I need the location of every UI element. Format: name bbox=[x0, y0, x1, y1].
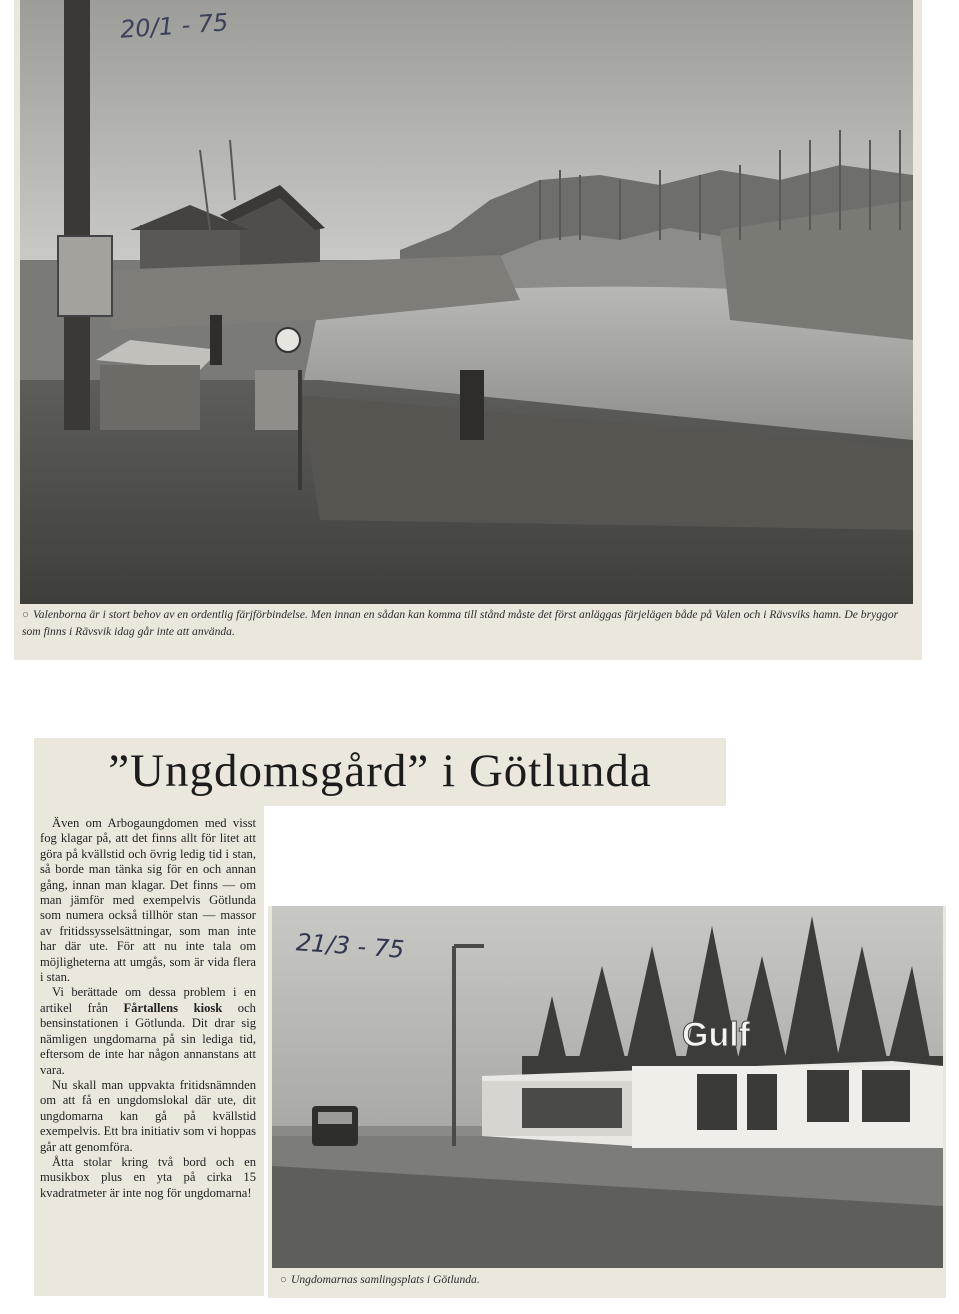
article-paragraph bbox=[40, 1078, 256, 1155]
article-body bbox=[40, 816, 256, 1201]
handwritten-date-top: 20/1 - 75 bbox=[119, 8, 230, 44]
headline-strip bbox=[34, 738, 726, 806]
paragraph-text: Vi berättade om dessa problem i en artikel från bbox=[40, 985, 256, 1015]
paragraph-text: Även om Arbogaungdomen med visst fog klagar på, att det finns allt för litet att göra på kvällstid och övrig ledig tid i stan, så borde man tänka sig för en och annan gång, innan man klagar. Det finns — om man jämför med exempelvis Götlunda som numera också tillhör stan — massor av fritidssysselsättningar, som man inte har där ute. För att nu inte tala om möjligheterna att umgås, som är vida flera i stan. bbox=[40, 816, 256, 985]
ferry-landing-photo bbox=[20, 0, 913, 604]
article-headline: ”Ungdomsgård” i Götlunda bbox=[108, 745, 652, 797]
paragraph-text: och bensinstationen i Götlunda. Dit drar sig nämligen ungdomarna på sin lediga tid, eftersom de inte har någon annanstans att vara. bbox=[40, 1000, 256, 1077]
caption-bullet: ○ bbox=[22, 608, 30, 621]
handwritten-date-bottom: 21/3 - 75 bbox=[295, 928, 406, 964]
top-photo-caption bbox=[22, 606, 912, 640]
article-paragraph bbox=[40, 816, 256, 985]
article-paragraph bbox=[40, 1155, 256, 1201]
bottom-caption-text: Ungdomarnas samlingsplats i Götlunda. bbox=[291, 1273, 480, 1286]
article-paragraph bbox=[40, 985, 256, 1077]
paragraph-text: Nu skall man uppvakta fritidsnämnden om att få en ungdomslokal där ute, dit ungdomarna kan gå på kvällstid exempelvis. Ett bra initiativ som vi hoppas går att genomföra. bbox=[40, 1077, 256, 1154]
paragraph-text: Åtta stolar kring två bord och en musikbox plus en yta på cirka 15 kvadratmeter är inte nog för ungdomarna! bbox=[40, 1154, 256, 1200]
bottom-photo-caption bbox=[280, 1272, 940, 1288]
gulf-sign: Gulf bbox=[682, 1016, 750, 1054]
caption-bullet: ○ bbox=[280, 1273, 288, 1286]
top-caption-text: Valenborna är i stort behov av en ordentlig färjförbindelse. Men innan en sådan kan komma till stånd måste det först anläggas färjelägen både på Valen och i Rävsviks hamn. De bryggor som finns i Rävsvik idag går inte att använda. bbox=[22, 608, 899, 638]
ferry-landing-illustration bbox=[20, 0, 913, 604]
paragraph-bold-text: Fårtallens kiosk bbox=[123, 1000, 223, 1015]
bottom-clipping bbox=[268, 906, 946, 1298]
article-column bbox=[34, 806, 264, 1296]
top-clipping bbox=[14, 0, 922, 660]
